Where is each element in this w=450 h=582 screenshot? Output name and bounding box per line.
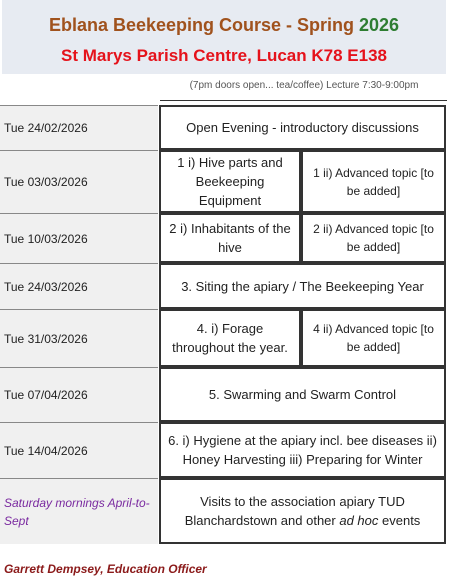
schedule-row xyxy=(0,367,446,422)
schedule-row xyxy=(0,263,446,309)
session-topic: 3. Siting the apiary / The Beekeeping Year xyxy=(159,263,446,309)
session-topic-basic: 1 i) Hive parts and Beekeeping Equipment xyxy=(159,150,301,213)
session-topic xyxy=(159,478,446,544)
session-date: Tue 24/02/2026 xyxy=(0,105,158,150)
session-topic-basic: 2 i) Inhabitants of the hive xyxy=(159,213,301,263)
header-banner xyxy=(2,0,446,74)
schedule-row xyxy=(0,105,446,150)
session-date: Tue 24/03/2026 xyxy=(0,263,158,309)
session-topic-basic: 4. i) Forage throughout the year. xyxy=(159,309,301,367)
session-date: Tue 31/03/2026 xyxy=(0,309,158,367)
topic-emphasis: ad hoc xyxy=(339,513,379,528)
session-date: Tue 14/04/2026 xyxy=(0,422,158,478)
schedule-row xyxy=(0,478,446,544)
session-topic-advanced: 1 ii) Advanced topic [to be added] xyxy=(301,150,446,213)
schedule-row xyxy=(0,309,446,367)
session-date: Tue 10/03/2026 xyxy=(0,213,158,263)
session-topic: 6. i) Hygiene at the apiary incl. bee diseases ii) Honey Harvesting iii) Preparing for Winter xyxy=(159,422,446,478)
schedule-row xyxy=(0,213,446,263)
course-title xyxy=(2,15,446,36)
session-topic: 5. Swarming and Swarm Control xyxy=(159,367,446,422)
session-topic-advanced: 4 ii) Advanced topic [to be added] xyxy=(301,309,446,367)
session-date: Tue 03/03/2026 xyxy=(0,150,158,213)
session-topic: Open Evening - introductory discussions xyxy=(159,105,446,150)
schedule-row xyxy=(0,422,446,478)
divider xyxy=(160,100,447,101)
schedule-row xyxy=(0,150,446,213)
footer-signature: Garrett Dempsey, Education Officer xyxy=(4,562,207,576)
doors-note: (7pm doors open... tea/coffee) Lecture 7:30-9:00pm xyxy=(189,80,419,91)
venue-subtitle: St Marys Parish Centre, Lucan K78 E138 xyxy=(61,46,387,65)
course-year: 2026 xyxy=(359,15,400,35)
session-date: Tue 07/04/2026 xyxy=(0,367,158,422)
topic-text: events xyxy=(378,513,421,528)
session-topic-advanced: 2 ii) Advanced topic [to be added] xyxy=(301,213,446,263)
course-title-text: Eblana Beekeeping Course - Spring xyxy=(48,15,360,35)
session-date: Saturday mornings April-to-Sept xyxy=(0,478,158,544)
topic-text: Visits to the association apiary TUD Blanchardstown and other xyxy=(184,494,405,528)
